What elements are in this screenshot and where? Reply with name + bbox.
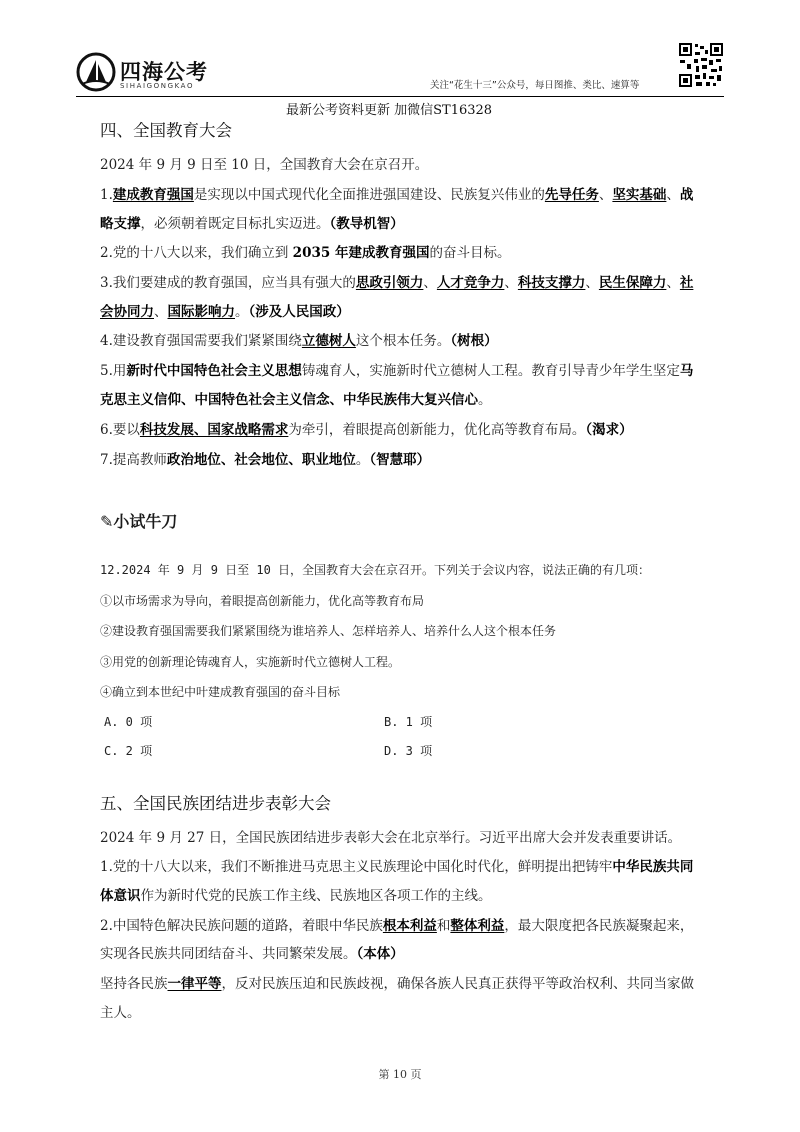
option-b: B. 1 项 xyxy=(384,715,433,729)
section4-point-5-line2: 克思主义信仰、中国特色社会主义信念、中华民族伟大复兴信心。 xyxy=(100,392,492,408)
practice-statement-2: ②建设教育强国需要我们紧紧围绕为谁培养人、怎样培养人、培养什么人这个根本任务 xyxy=(100,624,557,638)
section4-point-3-line2: 会协同力、国际影响力。（涉及人民国政） xyxy=(100,304,350,320)
section4-point-4: 4.建设教育强国需要我们紧紧围绕立德树人这个根本任务。（树根） xyxy=(100,333,498,349)
section5-point-2-line2: 实现各民族共同团结奋斗、共同繁荣发展。（本体） xyxy=(100,946,404,962)
practice-statement-1: ①以市场需求为导向，着眼提高创新能力，优化高等教育布局 xyxy=(100,594,425,608)
section4-point-1-line2: 略支撑，必须朝着既定目标扎实迈进。（教导机智） xyxy=(100,216,404,232)
pencil-icon: ✎ xyxy=(100,512,114,531)
section4-point-5-line1: 5.用新时代中国特色社会主义思想铸魂育人，实施新时代立德树人工程。教育引导青少年学生坚定马 xyxy=(100,363,694,379)
logo-subtitle: SIHAIGONGKAO xyxy=(120,82,195,90)
header-note: 关注“花生十三”公众号，每日图推、类比、速算等 xyxy=(430,80,640,91)
option-c: C. 2 项 xyxy=(104,744,153,758)
section5-intro: 2024 年 9 月 27 日，全国民族团结进步表彰大会在北京举行。习近平出席大会并发表重要讲话。 xyxy=(100,830,682,846)
practice-title: ✎小试牛刀 xyxy=(100,512,178,531)
section-title-education-conference: 四、全国教育大会 xyxy=(100,121,232,140)
watermark-text: 最新公考资料更新 加微信ST16328 xyxy=(286,103,493,118)
option-a: A. 0 项 xyxy=(104,715,153,729)
sihai-logo-icon xyxy=(76,52,116,92)
practice-question: 12.2024 年 9 月 9 日至 10 日，全国教育大会在京召开。下列关于会议内容，说法正确的有几项： xyxy=(100,563,651,577)
header-divider xyxy=(76,96,724,97)
section5-point-3-line1: 坚持各民族一律平等，反对民族压迫和民族歧视，确保各族人民真正获得平等政治权利、共同当家做 xyxy=(100,976,694,992)
section4-point-3-line1: 3.我们要建成的教育强国，应当具有强大的思政引领力、人才竞争力、科技支撑力、民生保障力、社 xyxy=(100,275,694,291)
section4-point-2: 2.党的十八大以来，我们确立到 2035 年建成教育强国的奋斗目标。 xyxy=(100,245,511,261)
section-title-ethnic-unity: 五、全国民族团结进步表彰大会 xyxy=(100,794,331,813)
section5-point-3-line2: 主人。 xyxy=(100,1005,141,1021)
practice-statement-3: ③用党的创新理论铸魂育人，实施新时代立德树人工程。 xyxy=(100,655,401,669)
page-number: 第 10 页 xyxy=(378,1068,422,1081)
section4-point-6: 6.要以科技发展、国家战略需求为牵引，着眼提高创新能力，优化高等教育布局。（渴求） xyxy=(100,422,633,438)
section4-intro: 2024 年 9 月 9 日至 10 日，全国教育大会在京召开。 xyxy=(100,157,429,173)
section5-point-2-line1: 2.中国特色解决民族问题的道路，着眼中华民族根本利益和整体利益，最大限度把各民族凝聚起来， xyxy=(100,918,694,934)
qr-code-icon xyxy=(678,42,724,88)
option-d: D. 3 项 xyxy=(384,744,433,758)
practice-statement-4: ④确立到本世纪中叶建成教育强国的奋斗目标 xyxy=(100,685,341,699)
section5-point-1-line2: 体意识作为新时代党的民族工作主线、民族地区各项工作的主线。 xyxy=(100,888,492,904)
logo-title: 四海公考 xyxy=(120,60,208,84)
section5-point-1-line1: 1.党的十八大以来，我们不断推进马克思主义民族理论中国化时代化，鲜明提出把铸牢中华民族共同 xyxy=(100,859,694,875)
section4-point-7: 7.提高教师政治地位、社会地位、职业地位。（智慧耶） xyxy=(100,452,431,468)
section4-point-1-line1: 1.建成教育强国是实现以中国式现代化全面推进强国建设、民族复兴伟业的先导任务、坚实基础、战 xyxy=(100,187,694,203)
